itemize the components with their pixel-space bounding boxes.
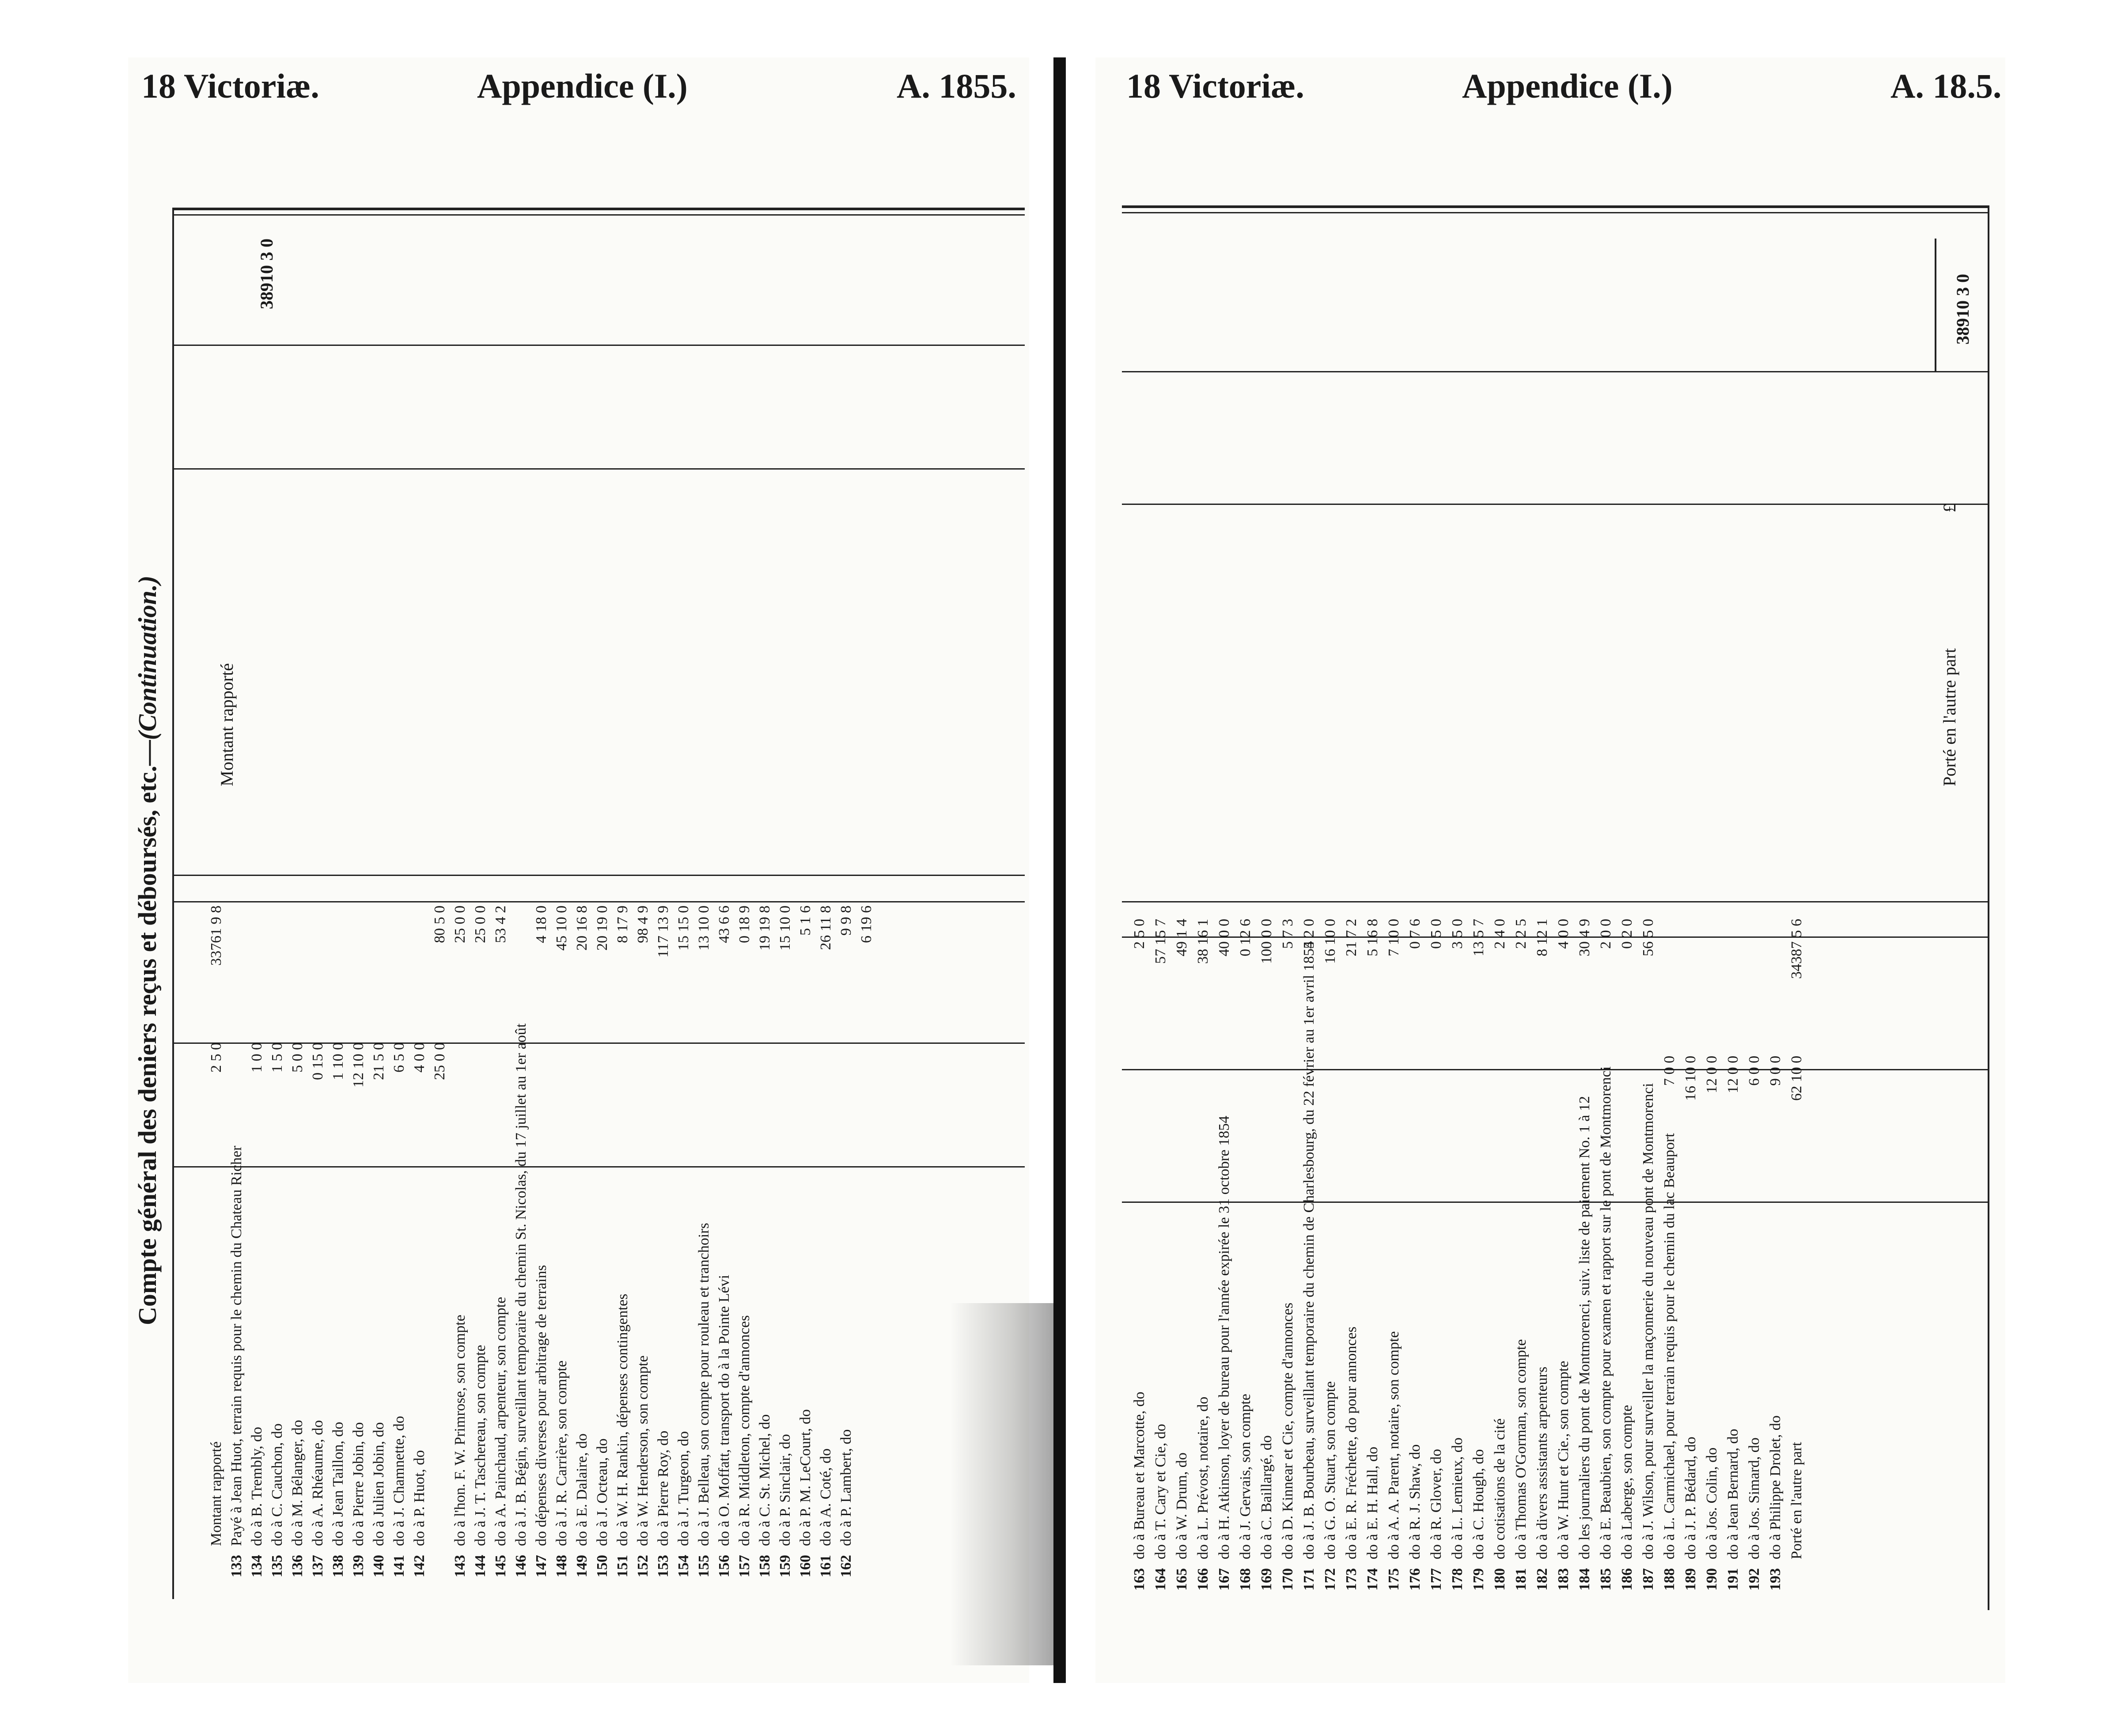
ledger-row bbox=[390, 901, 408, 1590]
entry-number: 157 bbox=[736, 1555, 753, 1577]
entry-subtotal: 7 0 0 bbox=[1661, 1056, 1678, 1086]
entry-number: 162 bbox=[838, 1555, 854, 1577]
entry-number: 134 bbox=[249, 1555, 265, 1577]
right-lower-table bbox=[1131, 914, 1961, 1603]
entry-description: do à Jos. Colin, do bbox=[1704, 1447, 1720, 1559]
entry-description: do à J. P. Bédard, do bbox=[1682, 1437, 1699, 1559]
entry-description: do à A. Rhéaume, do bbox=[310, 1420, 326, 1546]
entry-amount: 5 1 6 bbox=[797, 906, 814, 936]
entry-description: do à W. Drum, do bbox=[1174, 1452, 1190, 1559]
entry-number: 145 bbox=[492, 1555, 509, 1577]
ledger-row bbox=[837, 901, 855, 1590]
entry-description: do à T. Cary et Cie, do bbox=[1152, 1424, 1169, 1559]
entry-number: 165 bbox=[1174, 1568, 1190, 1591]
ledger-row bbox=[1279, 914, 1297, 1603]
entry-description: Payé à Jean Huot, terrain requis pour le chemin du Chateau Richer bbox=[228, 1145, 245, 1546]
left-lower-table bbox=[208, 901, 1011, 1590]
entry-description: do à Pierre Roy, do bbox=[655, 1430, 671, 1546]
ledger-row bbox=[655, 901, 672, 1590]
entry-amount: 117 13 9 bbox=[655, 906, 671, 958]
entry-subtotal: 6 0 0 bbox=[1746, 1056, 1762, 1086]
entry-amount: 20 16 8 bbox=[574, 906, 590, 951]
entry-amount: 5 2 0 bbox=[1301, 919, 1317, 949]
entry-amount: 45 10 0 bbox=[553, 906, 570, 951]
entry-amount: 38 16 1 bbox=[1195, 919, 1211, 964]
left-upper-divider-1 bbox=[172, 345, 1025, 346]
entry-number: 150 bbox=[594, 1555, 610, 1577]
entry-description: do à Pierre Jobin, do bbox=[350, 1422, 367, 1546]
entry-description: do à Philippe Drolet, do bbox=[1767, 1415, 1784, 1559]
ledger-row bbox=[1618, 914, 1636, 1603]
entry-amount: 40 0 0 bbox=[1216, 919, 1232, 956]
entry-description: do à O. Moffatt, transport do à la Pointe Lévi bbox=[716, 1274, 732, 1546]
entry-amount: 2 0 0 bbox=[1598, 919, 1614, 949]
entry-number: 139 bbox=[350, 1555, 367, 1577]
right-header-year: 18 Victoriæ. bbox=[1126, 67, 1304, 105]
entry-amount: 33761 9 8 bbox=[208, 906, 224, 966]
entry-number: 189 bbox=[1682, 1568, 1699, 1591]
entry-number: 177 bbox=[1428, 1568, 1444, 1591]
entry-description: do à W. Hunt et Cie., son compte bbox=[1555, 1361, 1572, 1559]
entry-description: do à divers assistants arpenteurs bbox=[1534, 1366, 1550, 1559]
entry-number: 161 bbox=[818, 1555, 834, 1577]
entry-subtotal: 12 0 0 bbox=[1725, 1056, 1741, 1093]
right-top-rule bbox=[1122, 205, 1988, 208]
entry-number: 144 bbox=[472, 1555, 489, 1577]
ledger-row bbox=[1682, 914, 1700, 1603]
entry-description: do à Jos. Simard, do bbox=[1746, 1437, 1762, 1559]
ledger-row bbox=[269, 901, 286, 1590]
entry-number: 193 bbox=[1767, 1568, 1784, 1591]
ledger-row bbox=[1173, 914, 1191, 1603]
entry-amount: 15 10 0 bbox=[777, 906, 793, 951]
entry-amount: 13 10 0 bbox=[696, 906, 712, 951]
entry-number: 173 bbox=[1343, 1568, 1360, 1591]
ledger-row bbox=[1216, 914, 1233, 1603]
entry-number: 187 bbox=[1640, 1568, 1656, 1591]
entry-number: 147 bbox=[533, 1555, 549, 1577]
ledger-row bbox=[1512, 914, 1530, 1603]
entry-description: do à Jean Bernard, do bbox=[1725, 1429, 1741, 1559]
entry-number: 178 bbox=[1449, 1568, 1466, 1591]
entry-description: do à J. Wilson, pour surveiller la maçonnerie du nouveau pont de Montmorenci bbox=[1640, 1083, 1656, 1559]
entry-description: Porté en l'autre part bbox=[1788, 1442, 1805, 1559]
entry-description: do à J. R. Carrière, son compte bbox=[553, 1360, 570, 1546]
ledger-row bbox=[634, 901, 652, 1590]
entry-subtotal: 62 10 0 bbox=[1788, 1056, 1805, 1101]
entry-amount: 4 18 0 bbox=[533, 906, 549, 943]
ledger-row bbox=[228, 901, 246, 1590]
ledger-row bbox=[1343, 914, 1360, 1603]
ledger-row bbox=[1661, 914, 1678, 1603]
entry-amount: 15 15 0 bbox=[675, 906, 692, 951]
entry-description: do à A. A. Parent, notaire, son compte bbox=[1386, 1331, 1402, 1559]
entry-number: 191 bbox=[1725, 1568, 1741, 1591]
entry-description: do à E. R. Fréchette, do pour annonces bbox=[1343, 1327, 1360, 1559]
ledger-row bbox=[350, 901, 367, 1590]
ledger-row bbox=[309, 901, 327, 1590]
entry-description: do à R. J. Shaw, do bbox=[1407, 1444, 1423, 1559]
entry-amount: 2 5 0 bbox=[1131, 919, 1148, 949]
ledger-row bbox=[330, 901, 347, 1590]
entry-amount: 5 16 8 bbox=[1364, 919, 1381, 956]
ledger-row bbox=[573, 901, 591, 1590]
left-side-title-cont: (Continuation.) bbox=[133, 576, 162, 740]
ledger-row bbox=[411, 901, 428, 1590]
entry-description: do à L. Lemieux, do bbox=[1449, 1437, 1466, 1559]
entry-number: 172 bbox=[1322, 1568, 1338, 1591]
entry-amount: 4 0 0 bbox=[1555, 919, 1572, 949]
ledger-row bbox=[553, 901, 571, 1590]
entry-description: do à Bureau et Marcotte, do bbox=[1131, 1391, 1148, 1559]
entry-description: do à W. Henderson, son compte bbox=[635, 1355, 651, 1546]
entry-number: 155 bbox=[696, 1555, 712, 1577]
ledger-row bbox=[1237, 914, 1254, 1603]
ledger-row bbox=[1428, 914, 1445, 1603]
entry-amount: 19 19 8 bbox=[757, 906, 773, 951]
entry-amount: 56 5 0 bbox=[1640, 919, 1656, 956]
entry-description: do à Julien Jobin, do bbox=[371, 1422, 387, 1546]
ledger-row bbox=[817, 901, 835, 1590]
entry-number: 175 bbox=[1386, 1568, 1402, 1591]
entry-description: do à C. St. Michel, do bbox=[757, 1414, 773, 1546]
entry-amount: 80 5 0 bbox=[432, 906, 448, 943]
right-table-border bbox=[1988, 205, 1989, 1610]
entry-description: do à P. M. LeCourt, do bbox=[797, 1409, 814, 1546]
entry-number: 135 bbox=[269, 1555, 285, 1577]
entry-description: do cotisations de la cité bbox=[1492, 1418, 1508, 1559]
entry-amount: 2 2 5 bbox=[1513, 919, 1529, 949]
ledger-row bbox=[756, 901, 774, 1590]
entry-number: 170 bbox=[1280, 1568, 1296, 1591]
entry-number: 163 bbox=[1131, 1568, 1148, 1591]
ledger-row bbox=[695, 901, 713, 1590]
entry-subtotal: 9 0 0 bbox=[1767, 1056, 1784, 1086]
entry-number: 181 bbox=[1513, 1568, 1529, 1591]
ledger-row bbox=[675, 901, 693, 1590]
entry-description: do à L. Carmichael, pour terrain requis pour le chemin du lac Beauport bbox=[1661, 1133, 1678, 1559]
entry-number: 169 bbox=[1258, 1568, 1275, 1591]
entry-amount: 0 12 6 bbox=[1237, 919, 1254, 956]
entry-number: 152 bbox=[635, 1555, 651, 1577]
entry-amount: 25 0 0 bbox=[472, 906, 489, 943]
entry-description: do à C. Cauchon, do bbox=[269, 1423, 285, 1546]
entry-description: do à E. Dalaire, do bbox=[574, 1433, 590, 1546]
ledger-row bbox=[1788, 914, 1806, 1603]
left-table-border bbox=[172, 208, 174, 1599]
ledger-row bbox=[1555, 914, 1572, 1603]
entry-amount: 0 5 0 bbox=[1428, 919, 1444, 949]
entry-description: do à P. Sinclair, do bbox=[777, 1434, 793, 1546]
ledger-row bbox=[777, 901, 794, 1590]
ledger-row bbox=[512, 901, 530, 1590]
entry-subtotal: 12 10 0 bbox=[350, 1042, 367, 1088]
entry-description: do à D. Kinnear et Cie, compte d'annonces bbox=[1280, 1302, 1296, 1559]
entry-subtotal: 1 0 0 bbox=[249, 1042, 265, 1073]
entry-amount: 26 11 8 bbox=[818, 906, 834, 950]
ledger-row bbox=[1364, 914, 1382, 1603]
entry-description: do à J. Turgeon, do bbox=[675, 1431, 692, 1546]
entry-amount: 21 7 2 bbox=[1343, 919, 1360, 956]
ledger-row bbox=[1703, 914, 1721, 1603]
entry-number: 190 bbox=[1704, 1568, 1720, 1591]
ledger-row bbox=[533, 901, 550, 1590]
right-upper-divider-3 bbox=[1122, 901, 1988, 902]
entry-description: do à B. Trembly, do bbox=[249, 1427, 265, 1546]
entry-amount: 25 0 0 bbox=[452, 906, 468, 943]
entry-description: do à Jean Taillon, do bbox=[330, 1421, 346, 1546]
entry-number: 149 bbox=[574, 1555, 590, 1577]
right-upper-total: 38910 3 0 bbox=[1953, 274, 1973, 345]
entry-description: Montant rapporté bbox=[208, 1441, 224, 1546]
entry-amount: 43 6 6 bbox=[716, 906, 732, 943]
entry-amount: 9 9 8 bbox=[838, 906, 854, 936]
entry-amount: 6 19 6 bbox=[858, 906, 875, 943]
entry-amount: 13 5 7 bbox=[1470, 919, 1487, 956]
entry-subtotal: 21 5 0 bbox=[371, 1042, 387, 1080]
entry-description: do à M. Bélanger, do bbox=[289, 1420, 306, 1546]
entry-number: 140 bbox=[371, 1555, 387, 1577]
entry-number: 158 bbox=[757, 1555, 773, 1577]
ledger-row bbox=[1258, 914, 1276, 1603]
entry-description: do à W. H. Rankin, dépenses contingentes bbox=[614, 1293, 631, 1546]
left-top-rule bbox=[172, 208, 1025, 210]
ledger-row bbox=[248, 901, 266, 1590]
entry-amount: 8 17 9 bbox=[614, 906, 631, 943]
entry-amount: 100 0 0 bbox=[1258, 919, 1275, 964]
left-header-date: A. 1855. bbox=[897, 67, 1016, 105]
entry-number: 182 bbox=[1534, 1568, 1550, 1591]
entry-description: do à A. Painchaud, arpenteur, son compte bbox=[492, 1296, 509, 1546]
ledger-row bbox=[1449, 914, 1466, 1603]
entry-description: do à J. T. Taschereau, son compte bbox=[472, 1345, 489, 1546]
entry-description: do à E. H. Hall, do bbox=[1364, 1447, 1381, 1559]
entry-number: 142 bbox=[411, 1555, 428, 1577]
entry-subtotal: 16 10 0 bbox=[1682, 1056, 1699, 1101]
entry-number: 133 bbox=[228, 1555, 245, 1577]
entry-subtotal: 6 5 0 bbox=[391, 1042, 407, 1073]
entry-description: do dépenses diverses pour arbitrage de terrains bbox=[533, 1265, 549, 1546]
right-upper-divider-1 bbox=[1122, 371, 1988, 372]
ledger-row bbox=[1491, 914, 1509, 1603]
entry-number: 171 bbox=[1301, 1568, 1317, 1591]
entry-number: 143 bbox=[452, 1555, 468, 1577]
right-upper-label: Porté en l'autre part bbox=[1940, 648, 1959, 786]
entry-number: 137 bbox=[310, 1555, 326, 1577]
entry-amount: 0 7 6 bbox=[1407, 919, 1423, 949]
ledger-row bbox=[858, 901, 875, 1590]
left-top-rule-2 bbox=[172, 214, 1025, 216]
entry-number: 176 bbox=[1407, 1568, 1423, 1591]
entry-amount: 7 10 0 bbox=[1386, 919, 1402, 956]
left-header-year: 18 Victoriæ. bbox=[141, 67, 319, 105]
entry-number: 166 bbox=[1195, 1568, 1211, 1591]
entry-number: 183 bbox=[1555, 1568, 1572, 1591]
ledger-row bbox=[1640, 914, 1657, 1603]
ledger-row bbox=[1194, 914, 1212, 1603]
entry-amount: 20 19 0 bbox=[594, 906, 610, 951]
entry-number: 141 bbox=[391, 1555, 407, 1577]
right-header-date: A. 18.5. bbox=[1890, 67, 2002, 105]
entry-amount: 49 1 4 bbox=[1174, 919, 1190, 956]
ledger-row bbox=[1385, 914, 1403, 1603]
entry-description: do à J. B. Bégin, surveillant temporaire du chemin St. Nicolas, du 17 juillet au 1er août bbox=[513, 1023, 529, 1546]
ledger-row bbox=[1597, 914, 1615, 1603]
entry-number: 185 bbox=[1598, 1568, 1614, 1591]
entry-description: do à J. Chamnette, do bbox=[391, 1416, 407, 1546]
entry-subtotal: 0 15 0 bbox=[310, 1042, 326, 1080]
entry-number: 138 bbox=[330, 1555, 346, 1577]
ledger-row bbox=[797, 901, 814, 1590]
entry-subtotal: 1 10 0 bbox=[330, 1042, 346, 1080]
entry-description: do à Laberge, son compte bbox=[1619, 1405, 1635, 1559]
ledger-row bbox=[1724, 914, 1742, 1603]
entry-number: 136 bbox=[289, 1555, 306, 1577]
ledger-row bbox=[451, 901, 469, 1590]
left-side-title: Compte général des deniers reçus et déboursés, etc.— bbox=[133, 740, 162, 1325]
ledger-row bbox=[1576, 914, 1594, 1603]
ledger-row bbox=[716, 901, 733, 1590]
entry-description: do les journaliers du pont de Montmorenci, suiv. liste de paiement No. 1 à 12 bbox=[1576, 1096, 1593, 1559]
entry-number: 151 bbox=[614, 1555, 631, 1577]
ledger-row bbox=[1322, 914, 1339, 1603]
entry-description: do à l'hon. F. W. Primrose, son compte bbox=[452, 1315, 468, 1546]
entry-subtotal: 5 0 0 bbox=[289, 1042, 306, 1073]
left-upper-label: Montant rapporté bbox=[217, 663, 237, 786]
right-top-rule-2 bbox=[1122, 212, 1988, 213]
entry-amount: 57 15 7 bbox=[1152, 919, 1169, 964]
entry-amount: 16 10 0 bbox=[1322, 919, 1338, 964]
right-total-box bbox=[1935, 239, 1936, 371]
entry-description: do à J. Octeau, do bbox=[594, 1438, 610, 1546]
entry-description: do à Thomas O'Gorman, son compte bbox=[1513, 1339, 1529, 1559]
entry-description: do à P. Huot, do bbox=[411, 1450, 428, 1546]
entry-description: do à P. Lambert, do bbox=[838, 1429, 854, 1546]
left-header-title: Appendice (I.) bbox=[477, 67, 688, 105]
entry-description: do à R. Middleton, compte d'annonces bbox=[736, 1315, 753, 1546]
entry-amount: 5 7 3 bbox=[1280, 919, 1296, 949]
entry-number: 154 bbox=[675, 1555, 692, 1577]
entry-amount: 98 4 9 bbox=[635, 906, 651, 943]
ledger-row bbox=[1534, 914, 1551, 1603]
entry-description: do à E. Beaubien, son compte pour examen et rapport sur le pont de Montmorenci bbox=[1598, 1066, 1614, 1559]
entry-number: 159 bbox=[777, 1555, 793, 1577]
ledger-row bbox=[472, 901, 489, 1590]
entry-description: do à C. Baillargé, do bbox=[1258, 1435, 1275, 1559]
entry-amount: 2 4 0 bbox=[1492, 919, 1508, 949]
entry-description: do à J. B. Bourbeau, surveillant temporaire du chemin de Charlesbourg, du 22 février au 1er avril 1854 bbox=[1301, 941, 1317, 1559]
entry-number: 184 bbox=[1576, 1568, 1593, 1591]
ledger-row bbox=[1406, 914, 1424, 1603]
entry-number: 180 bbox=[1492, 1568, 1508, 1591]
entry-number: 167 bbox=[1216, 1568, 1232, 1591]
ledger-row bbox=[1470, 914, 1488, 1603]
ledger-row bbox=[1152, 914, 1170, 1603]
ledger-row bbox=[1767, 914, 1784, 1603]
right-header-title: Appendice (I.) bbox=[1462, 67, 1673, 105]
entry-amount: 0 18 9 bbox=[736, 906, 753, 943]
ledger-row bbox=[370, 901, 388, 1590]
entry-number: 186 bbox=[1619, 1568, 1635, 1591]
book-gutter bbox=[1053, 57, 1066, 1683]
ledger-row bbox=[492, 901, 510, 1590]
entry-subtotal: 4 0 0 bbox=[411, 1042, 428, 1073]
entry-number: 160 bbox=[797, 1555, 814, 1577]
entry-description: do à C. Hough, do bbox=[1470, 1449, 1487, 1559]
entry-description: do à J. Belleau, son compte pour rouleau et tranchoirs bbox=[696, 1223, 712, 1546]
entry-description: do à R. Glover, do bbox=[1428, 1449, 1444, 1559]
entry-amount: 3 5 0 bbox=[1449, 919, 1466, 949]
ledger-row bbox=[614, 901, 632, 1590]
entry-number: 179 bbox=[1470, 1568, 1487, 1591]
ledger-row bbox=[736, 901, 754, 1590]
entry-description: do à H. Atkinson, loyer de bureau pour l'année expirée le 31 octobre 1854 bbox=[1216, 1115, 1232, 1559]
entry-number: 192 bbox=[1746, 1568, 1762, 1591]
entry-amount: 30 4 9 bbox=[1576, 919, 1593, 956]
entry-subtotal: 1 5 0 bbox=[269, 1042, 285, 1073]
ledger-row bbox=[1300, 914, 1318, 1603]
ledger-row bbox=[208, 901, 225, 1590]
ledger-row bbox=[1131, 914, 1148, 1603]
entry-subtotal: 12 0 0 bbox=[1704, 1056, 1720, 1093]
entry-description: do à J. Gervais, son compte bbox=[1237, 1394, 1254, 1559]
entry-number: 148 bbox=[553, 1555, 570, 1577]
entry-number: 146 bbox=[513, 1555, 529, 1577]
entry-number: 168 bbox=[1237, 1568, 1254, 1591]
entry-number: 164 bbox=[1152, 1568, 1169, 1591]
right-upper-divider-2 bbox=[1122, 504, 1988, 505]
entry-subtotal: 25 0 0 bbox=[432, 1042, 448, 1080]
entry-amount: 34387 5 6 bbox=[1788, 919, 1805, 979]
entry-description: do à L. Prévost, notaire, do bbox=[1195, 1396, 1211, 1559]
entry-description: do à G. O. Stuart, son compte bbox=[1322, 1381, 1338, 1559]
entry-number: 153 bbox=[655, 1555, 671, 1577]
left-upper-divider-3 bbox=[172, 875, 1025, 876]
left-upper-total: 38910 3 0 bbox=[257, 239, 277, 309]
ledger-row bbox=[1746, 914, 1763, 1603]
entry-description: do à A. Coté, do bbox=[818, 1448, 834, 1546]
entry-amount: 0 2 0 bbox=[1619, 919, 1635, 949]
right-upper-currency: £ bbox=[1940, 504, 1959, 512]
ledger-row bbox=[289, 901, 307, 1590]
entry-number: 156 bbox=[716, 1555, 732, 1577]
ledger-row bbox=[594, 901, 611, 1590]
entry-amount: 8 12 1 bbox=[1534, 919, 1550, 956]
entry-number: 174 bbox=[1364, 1568, 1381, 1591]
entry-subtotal: 2 5 0 bbox=[208, 1042, 224, 1073]
ledger-row bbox=[431, 901, 449, 1590]
entry-number: 188 bbox=[1661, 1568, 1678, 1591]
entry-amount: 53 4 2 bbox=[492, 906, 509, 943]
left-upper-divider-2 bbox=[172, 468, 1025, 470]
